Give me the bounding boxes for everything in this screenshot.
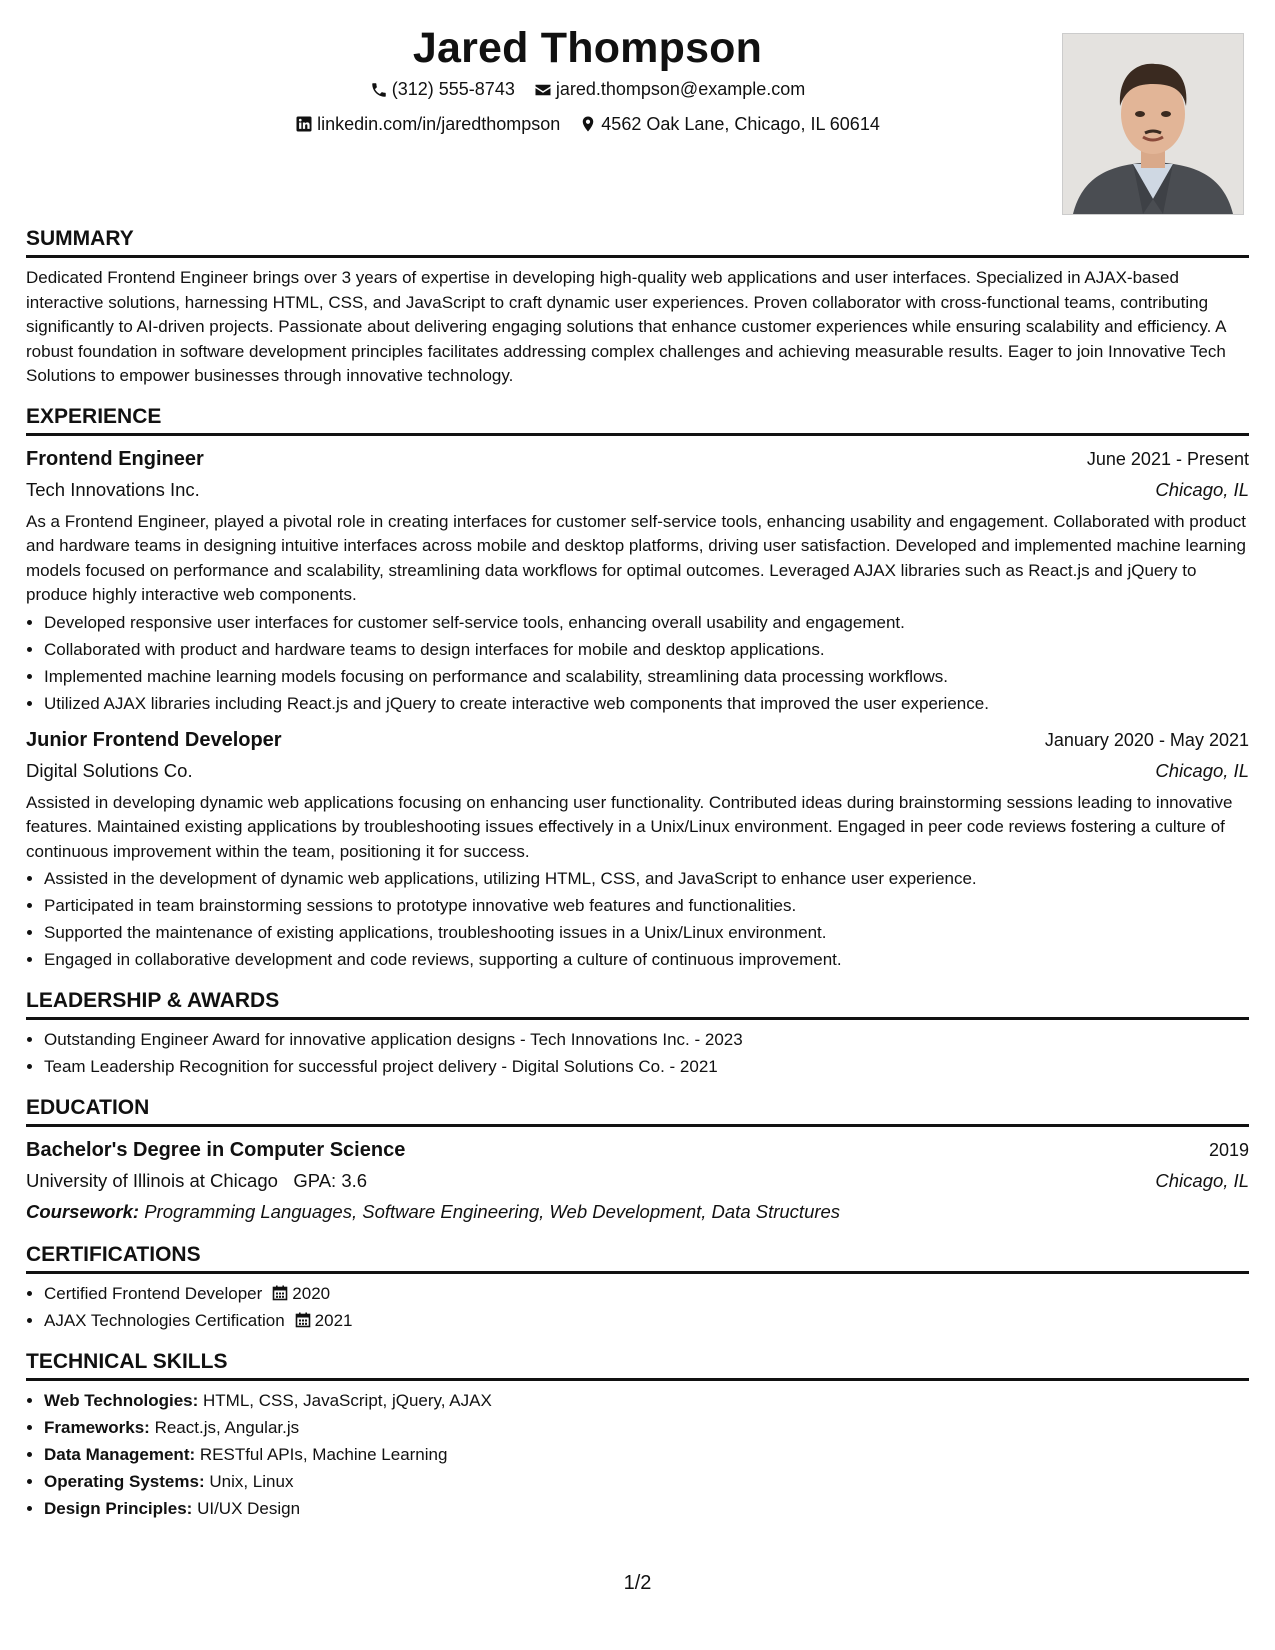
list-item: • Assisted in the development of dynamic web applications, utilizing HTML, CSS, and JavaScript to enhance user experience. xyxy=(44,865,1249,892)
summary-text: Dedicated Frontend Engineer brings over 3 years of expertise in developing high-quality web applications and user interfaces. Specialized in AJAX-based interactive solutions, harnessing HTML, CSS, and JavaScript to craft dynamic user experiences. Proven collaborator with cross-functional teams, contributing significantly to AI-driven projects. Passionate about delivering engaging solutions that enhance customer experiences while ensuring scalability and efficiency. A robust foundation in software development principles facilitates addressing complex challenges and achieving measurable results. Eager to join Innovative Tech Solutions to empower businesses through innovative technology. xyxy=(26,268,1226,385)
job-bullets xyxy=(26,609,1249,717)
education-heading: EDUCATION xyxy=(26,1094,1249,1127)
certifications-section xyxy=(26,1241,1249,1334)
job-description: Assisted in developing dynamic web applications focusing on enhancing user functionality. Contributed ideas during brainstorming sessions leading to innovative features. Maintained existing applications by troubleshooting issues effectively in a Unix/Linux environment. Engaged in peer code reviews fostering a culture of continuous improvement within the team, positioning it for success. xyxy=(26,792,1233,861)
skill-label: Data Management: xyxy=(44,1445,196,1464)
list-item: • Collaborated with product and hardware teams to design interfaces for mobile and desktop applications. xyxy=(44,636,1249,663)
skill-value: UI/UX Design xyxy=(197,1499,301,1518)
degree: Bachelor's Degree in Computer Science xyxy=(26,1139,406,1161)
school-name: University of Illinois at Chicago xyxy=(26,1170,278,1191)
skill-value: RESTful APIs, Machine Learning xyxy=(199,1445,448,1464)
skill-label: Frameworks: xyxy=(44,1418,150,1437)
map-pin-icon xyxy=(579,115,597,133)
coursework-label: Coursework: xyxy=(26,1201,140,1222)
skill-label: Design Principles: xyxy=(44,1499,193,1518)
cert-name: AJAX Technologies Certification xyxy=(44,1311,285,1330)
job-company: Tech Innovations Inc. xyxy=(26,478,200,500)
job-description: As a Frontend Engineer, played a pivotal role in creating interfaces for customer self-service tools, enhancing usability and engagement. Collaborated with product and hardware teams in designing intuitive interfaces across mobile and desktop platforms, driving user satisfaction. Developed and implemented machine learning models focused on performance and scalability, streamlining data workflows for optimal outcomes. Leveraged AJAX libraries such as React.js and jQuery to produce highly interactive web components. xyxy=(26,511,1246,604)
skill-value: Unix, Linux xyxy=(209,1472,294,1491)
list-item xyxy=(44,1414,1249,1441)
job-title: Junior Frontend Developer xyxy=(26,728,282,751)
coursework-list: Programming Languages, Software Engineering, Web Development, Data Structures xyxy=(144,1201,841,1222)
graduation-year: 2019 xyxy=(1208,1140,1249,1160)
list-item xyxy=(44,1441,1249,1468)
list-item xyxy=(44,1307,1249,1334)
page-number: 1/2 xyxy=(623,1572,652,1594)
job-location: Chicago, IL xyxy=(1155,478,1249,500)
leadership-section xyxy=(26,987,1249,1080)
job-date: June 2021 - Present xyxy=(1086,448,1249,469)
skill-label: Web Technologies: xyxy=(44,1391,199,1410)
skills-section xyxy=(26,1348,1249,1522)
experience-section xyxy=(26,403,1249,974)
envelope-icon xyxy=(534,81,552,99)
phone-text: (312) 555-8743 xyxy=(391,79,515,99)
cert-year: 2021 xyxy=(314,1311,353,1330)
list-item: • Developed responsive user interfaces for customer self-service tools, enhancing overall usability and engagement. xyxy=(44,609,1249,636)
job-entry xyxy=(26,444,1249,717)
skill-value: HTML, CSS, JavaScript, jQuery, AJAX xyxy=(203,1391,492,1410)
list-item xyxy=(44,1495,1249,1522)
phone-item xyxy=(370,74,515,105)
skill-label: Operating Systems: xyxy=(44,1472,205,1491)
list-item: • Implemented machine learning models focusing on performance and scalability, streamlining data processing workflows. xyxy=(44,663,1249,690)
job-title: Frontend Engineer xyxy=(26,447,204,470)
email-text[interactable]: jared.thompson@example.com xyxy=(555,79,806,99)
list-item: • Supported the maintenance of existing applications, troubleshooting issues in a Unix/Linux environment. xyxy=(44,919,1249,946)
address-item xyxy=(579,109,880,140)
summary-section xyxy=(26,225,1249,389)
calendar-icon xyxy=(272,1285,288,1301)
linkedin-icon xyxy=(295,115,313,133)
skill-value: React.js, Angular.js xyxy=(154,1418,300,1437)
education-section xyxy=(26,1094,1249,1227)
summary-heading: SUMMARY xyxy=(26,225,1249,258)
leadership-heading: LEADERSHIP & AWARDS xyxy=(26,987,1249,1020)
gpa: GPA: 3.6 xyxy=(293,1170,368,1191)
list-item xyxy=(44,1387,1249,1414)
list-item: • Team Leadership Recognition for successful project delivery - Digital Solutions Co. - 2021 xyxy=(44,1053,1249,1080)
coursework xyxy=(26,1197,1249,1227)
linkedin-text[interactable]: linkedin.com/in/jaredthompson xyxy=(317,113,561,134)
list-item: • Utilized AJAX libraries including React.js and jQuery to create interactive web components that improved the user experience. xyxy=(44,690,1249,717)
list-item xyxy=(44,1468,1249,1495)
job-location: Chicago, IL xyxy=(1155,759,1249,781)
address-text: 4562 Oak Lane, Chicago, IL 60614 xyxy=(601,113,880,134)
job-date: January 2020 - May 2021 xyxy=(1044,729,1249,750)
candidate-name: Jared Thompson xyxy=(412,24,763,72)
experience-heading: EXPERIENCE xyxy=(26,403,1249,436)
profile-photo xyxy=(1062,33,1244,215)
skills-heading: TECHNICAL SKILLS xyxy=(26,1348,1249,1381)
linkedin-item[interactable] xyxy=(295,109,560,140)
job-bullets xyxy=(26,865,1249,973)
leadership-list xyxy=(26,1026,1249,1080)
cert-name: Certified Frontend Developer xyxy=(44,1284,263,1303)
job-company: Digital Solutions Co. xyxy=(26,759,193,781)
calendar-icon xyxy=(295,1312,311,1328)
school-location: Chicago, IL xyxy=(1155,1170,1249,1191)
list-item: • Engaged in collaborative development and code reviews, supporting a culture of continuous improvement. xyxy=(44,946,1249,973)
skills-list xyxy=(26,1387,1249,1522)
phone-icon xyxy=(370,81,388,99)
cert-year: 2020 xyxy=(292,1284,331,1303)
list-item: • Participated in team brainstorming sessions to prototype innovative web features and functionalities. xyxy=(44,892,1249,919)
list-item: • Outstanding Engineer Award for innovative application designs - Tech Innovations Inc. - 2023 xyxy=(44,1026,1249,1053)
list-item xyxy=(44,1280,1249,1307)
email-item[interactable] xyxy=(534,74,805,105)
job-entry xyxy=(26,725,1249,974)
certifications-heading: CERTIFICATIONS xyxy=(26,1241,1249,1274)
resume-body xyxy=(26,225,1249,1536)
certifications-list xyxy=(26,1280,1249,1334)
